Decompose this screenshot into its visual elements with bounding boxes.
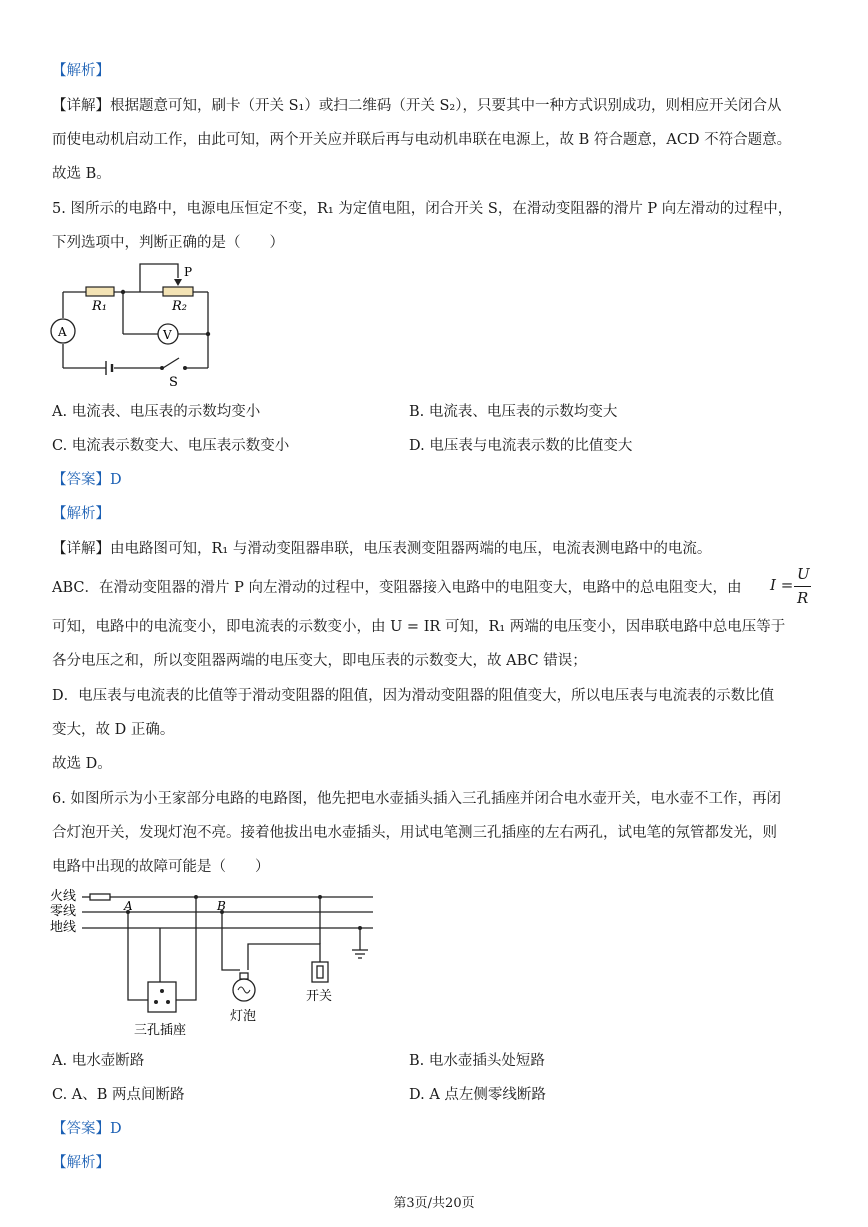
q5-detail-line-2: ABC．在滑动变阻器的滑片 P 向左滑动的过程中，变阻器接入电路中的电阻变大，电路中的总电阻变大，由 — [52, 580, 742, 596]
bulb-label: 灯泡 — [230, 1009, 257, 1024]
q4-detail-line-1: 【详解】根据题意可知，刷卡（开关 S₁）或扫二维码（开关 S₂），只要其中一种方式识别成功，则相应开关闭合从 — [52, 98, 782, 114]
switch-label: 开关 — [306, 989, 333, 1004]
q5-detail-line-6: 变大，故 D 正确。 — [52, 722, 175, 738]
q6-option-d: D. A 点左侧零线断路 — [409, 1087, 546, 1103]
point-b-label: B — [217, 899, 226, 913]
socket-label: 三孔插座 — [134, 1023, 187, 1038]
q5-detail-line-4: 各分电压之和，所以变阻器两端的电压变大，即电压表的示数变大，故 ABC 错误； — [52, 653, 587, 669]
q5-option-d: D. 电压表与电流表示数的比值变大 — [409, 438, 633, 454]
q4-detail-line-2: 而使电动机启动工作，由此可知，两个开关应并联后再与电动机串联在电源上，故 B 符合题意，ACD 不符合题意。 — [52, 132, 792, 148]
q5-detail-line-1: 【详解】由电路图可知，R₁ 与滑动变阻器串联，电压表测变阻器两端的电压，电流表测电路中的电流。 — [52, 541, 712, 557]
live-wire-label: 火线 — [50, 889, 77, 904]
formula-numerator: U — [797, 565, 810, 583]
r2-label: R₂ — [172, 299, 187, 314]
q5-analysis-label: 【解析】 — [52, 506, 110, 522]
q6-stem-line-3: 电路中出现的故障可能是（ ） — [52, 859, 270, 875]
point-a-label: A — [124, 899, 133, 913]
q4-conclusion: 故选 B。 — [52, 166, 111, 182]
q5-detail-line-5: D．电压表与电流表的比值等于滑动变阻器的阻值，因为滑动变阻器的阻值变大，所以电压表与电流表的示数比值 — [52, 688, 775, 704]
q6-option-a: A. 电水壶断路 — [52, 1053, 145, 1069]
voltmeter-label: V — [163, 328, 172, 342]
q6-stem-line-1: 6. 如图所示为小王家部分电路的电路图，他先把电水壶插头插入三孔插座并闭合电水壶开关，电水壶不工作，再闭 — [52, 791, 781, 807]
formula-denominator: R — [797, 589, 809, 607]
q5-option-c: C. 电流表示数变大、电压表示数变小 — [52, 438, 290, 454]
q6-household-circuit — [48, 884, 388, 1042]
q5-option-b: B. 电流表、电压表的示数均变大 — [409, 404, 618, 420]
q6-stem-line-2: 合灯泡开关，发现灯泡不亮。接着他拔出电水壶插头，用试电笔测三孔插座的左右两孔，试电笔的氖管都发光，则 — [52, 825, 777, 841]
q5-circuit-diagram — [48, 262, 218, 392]
q5-option-a: A. 电流表、电压表的示数均变小 — [52, 404, 261, 420]
q6-option-b: B. 电水壶插头处短路 — [409, 1053, 545, 1069]
formula-lhs: I = — [770, 576, 794, 594]
q6-option-c: C. A、B 两点间断路 — [52, 1087, 185, 1103]
ground-wire-label: 地线 — [50, 920, 77, 935]
fraction-bar — [794, 586, 811, 587]
switch-s-label: S — [169, 375, 178, 390]
q5-stem-line-2: 下列选项中，判断正确的是（ ） — [52, 235, 284, 251]
q5-detail-line-3: 可知，电路中的电流变小，即电流表的示数变小，由 U = IR 可知，R₁ 两端的电压变小，因串联电路中总电压等于 — [52, 619, 786, 635]
page-footer: 第3页/共20页 — [393, 1196, 475, 1211]
analysis-label: 【解析】 — [52, 63, 110, 79]
ammeter-label: A — [58, 325, 67, 339]
q5-conclusion: 故选 D。 — [52, 756, 112, 772]
q6-analysis-label: 【解析】 — [52, 1155, 110, 1171]
ohm-law-formula — [770, 565, 820, 609]
q5-stem-line-1: 5. 图所示的电路中，电源电压恒定不变，R₁ 为定值电阻，闭合开关 S，在滑动变阻器的滑片 P 向左滑动的过程中， — [52, 201, 793, 217]
r1-label: R₁ — [92, 299, 107, 314]
slider-p-label: P — [184, 265, 193, 279]
neutral-wire-label: 零线 — [50, 904, 77, 919]
q5-answer: 【答案】D — [52, 472, 122, 488]
q6-answer: 【答案】D — [52, 1121, 122, 1137]
